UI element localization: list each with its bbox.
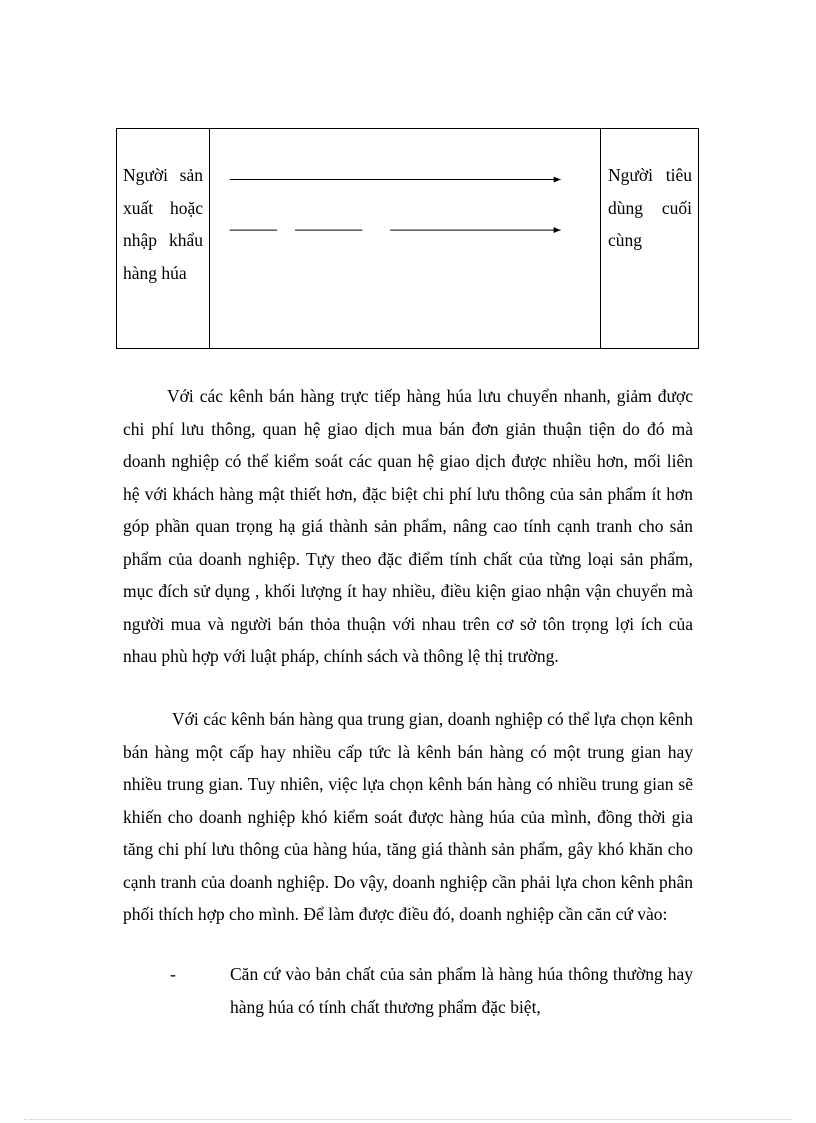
paragraph-direct-channel: Với các kênh bán hàng trực tiếp hàng húa lưu chuyển nhanh, giảm được chi phí lưu thông, quan hệ giao dịch mua bán đơn giản thuận tiện do đó mà doanh nghiệp có thể kiểm soát các quan hệ giao dịch được nhiều hơn, mối liên hệ với khách hàng mật thiết hơn, đặc biệt chi phí lưu thông của sản phẩm ít hơn góp phần quan trọng hạ giá thành sản phẩm, nâng cao tính cạnh tranh cho sản phẩm của doanh nghiệp. Tựy theo đặc điểm tính chất của từng loại sản phẩm, mục đích sử dụng , khối lượng ít hay nhiều, điều kiện giao nhận vận chuyển mà người mua và người bán thỏa thuận với nhau trên cơ sở tôn trọng lợi ích của nhau phù hợp với luật pháp, chính sách và thông lệ thị trường. <box>123 386 693 666</box>
list-bullet: - <box>170 964 176 984</box>
channel-arrows <box>210 129 602 348</box>
page-bottom-divider <box>24 1119 792 1120</box>
producer-cell <box>117 129 210 348</box>
producer-label: Người sản xuất hoặc nhập khẩu hàng húa <box>123 165 203 283</box>
consumer-cell <box>600 129 698 348</box>
distribution-channel-diagram <box>116 128 699 349</box>
list-item: Căn cứ vào bản chất của sản phẩm là hàng húa thông thường hay hàng húa có tính chất thương phẩm đặc biệt, <box>230 964 693 1017</box>
paragraph-indirect-channel: Với các kênh bán hàng qua trung gian, doanh nghiệp có thể lựa chọn kênh bán hàng một cấp hay nhiều cấp tức là kênh bán hàng có một trung gian hay nhiều trung gian. Tuy nhiên, việc lựa chọn kênh bán hàng có nhiều trung gian sẽ khiến cho doanh nghiệp khó kiểm soát được hàng húa của mình, đồng thời gia tăng chi phí lưu thông của hàng húa, tăng giá thành sản phẩm, gây khó khăn cho cạnh tranh của doanh nghiệp. Do vậy, doanh nghiệp cần phải lựa chon kênh phân phối thích hợp cho mình. Để làm được điều đó, doanh nghiệp cần căn cứ vào: <box>123 709 693 924</box>
consumer-label: Người tiêu dùng cuối cùng <box>608 165 692 250</box>
